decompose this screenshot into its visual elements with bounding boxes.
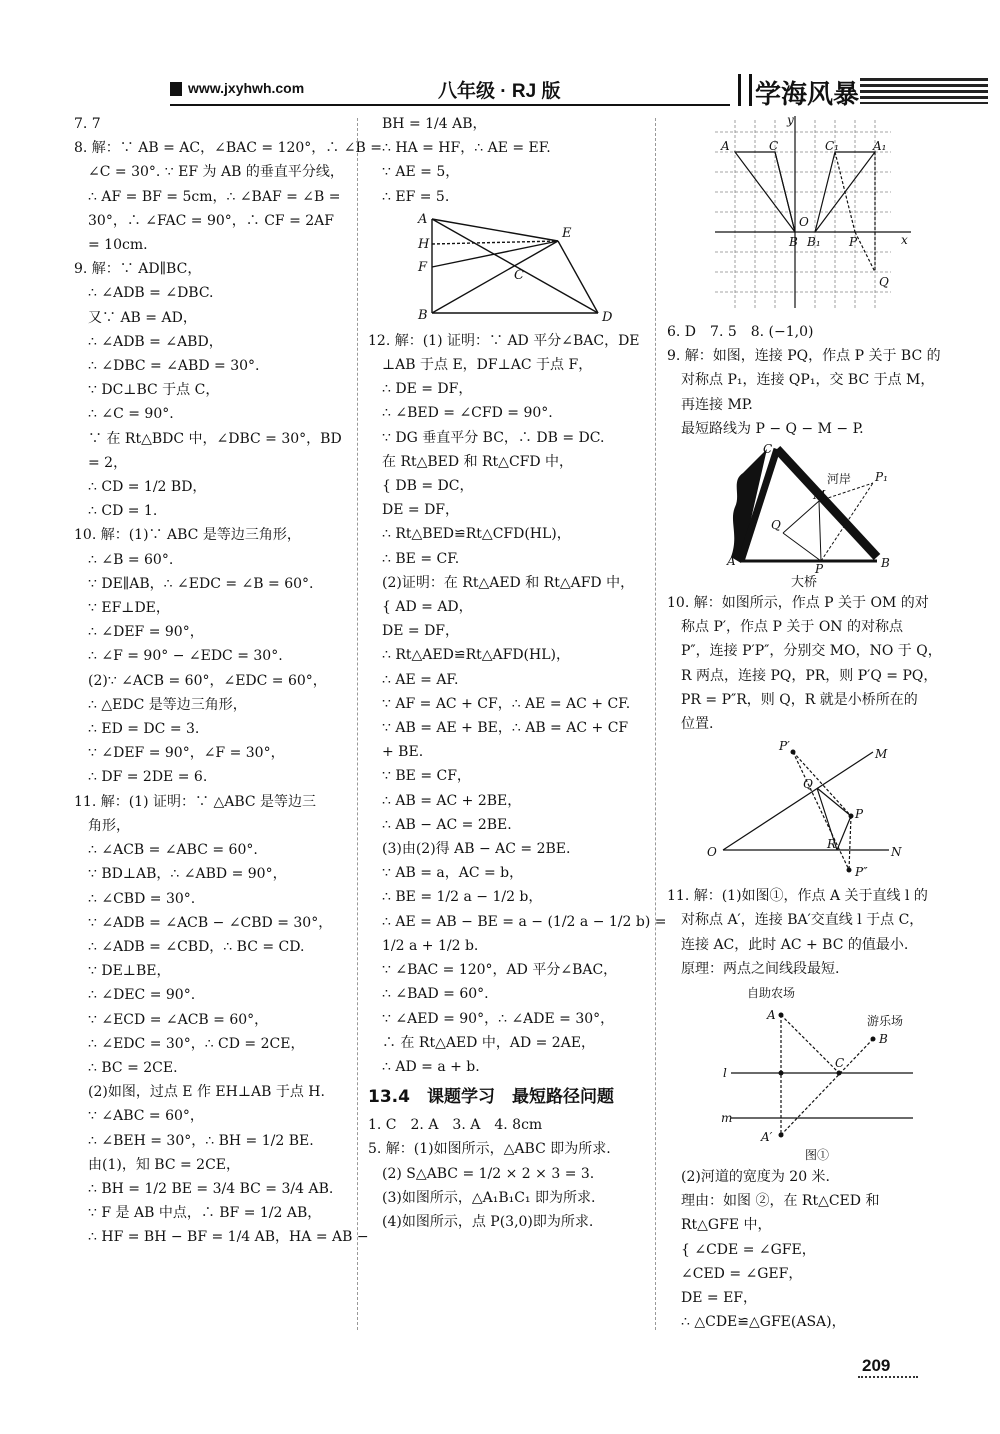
text-line: { ∠CDE = ∠GFE， xyxy=(681,1241,816,1258)
text-line: ∵ DG 垂直平分 BC，∴ DB = DC. xyxy=(382,429,605,446)
text-line: ∴ 在 Rt△AED 中，AD = 2AE， xyxy=(382,1034,596,1051)
coordinate-grid-figure xyxy=(715,112,945,318)
bridge-label: 大桥 xyxy=(791,575,818,591)
text-line: ∵ ∠ABC = 60°， xyxy=(88,1108,204,1125)
text-line: 称点 P′，作点 P 关于 ON 的对称点 xyxy=(681,619,903,636)
text-line: ∴ ∠ADB = ∠ABD， xyxy=(88,333,223,350)
text-line: DE = EF， xyxy=(681,1290,758,1307)
text-line: ∵ AB = AE + BE，∴ AB = AC + CF xyxy=(382,720,629,737)
text-line: ∴ BE = CF. xyxy=(382,550,460,567)
label-b: B xyxy=(418,307,428,323)
label-a: A xyxy=(727,554,736,569)
label-p-double: P″ xyxy=(855,865,868,880)
text-line: PR = P″R，则 Q，R 就是小桥所在的 xyxy=(681,691,918,708)
river-bank-figure xyxy=(727,442,927,577)
text-line: 7. 7 xyxy=(74,116,101,132)
page-number xyxy=(858,1352,930,1382)
text-line: ∴ ∠F = 90° − ∠EDC = 30°. xyxy=(88,648,283,665)
text-line: ∴ CD = 1/2 BD， xyxy=(88,479,207,496)
text-line: 位置. xyxy=(681,716,714,733)
text-line: ∴ ED = DC = 3. xyxy=(88,721,200,738)
label-m: M xyxy=(813,488,826,503)
text-line: ∴ ∠BAD = 60°. xyxy=(382,986,489,1003)
text-line: ∴ CD = 1. xyxy=(88,503,158,520)
text-line: ∵ ∠ECD = ∠ACB = 60°， xyxy=(88,1011,269,1028)
text-line: 5. 解：(1)如图所示，△ABC 即为所求. xyxy=(368,1141,611,1158)
page-header xyxy=(170,74,990,108)
label-b1: B₁ xyxy=(807,235,821,249)
text-line: ∴ △EDC 是等边三角形， xyxy=(88,696,247,713)
label-c: C xyxy=(514,267,524,283)
angle-bridge-figure xyxy=(703,740,923,880)
text-line: ∴ Rt△BED≌Rt△CFD(HL)， xyxy=(382,526,571,543)
text-line: 11. 解：(1) 证明：∵ △ABC 是等边三 xyxy=(74,793,317,810)
text-line: ∴ ∠C = 90°. xyxy=(88,406,174,423)
brand-logo: 学海风暴 xyxy=(755,80,860,110)
header-url: www.jxyhwh.com xyxy=(188,80,305,96)
text-line: BH = 1/4 AB， xyxy=(382,116,487,132)
text-line: (3)如图所示，△A₁B₁C₁ 即为所求. xyxy=(382,1189,596,1206)
text-line: 6. D 7. 5 8. (−1,0) xyxy=(667,324,814,340)
axis-x-label: x xyxy=(901,233,908,247)
text-line: 由(1)，知 BC = 2CE， xyxy=(88,1156,241,1173)
text-line: ∴ AF = BF = 5cm，∴ ∠BAF = ∠B = xyxy=(88,188,341,205)
label-a1: A₁ xyxy=(873,139,887,153)
text-line: DE = DF， xyxy=(382,623,460,640)
text-line: ∴ ∠ADB = ∠DBC. xyxy=(88,285,214,302)
text-line: 连接 AC，此时 AC + BC 的值最小. xyxy=(681,936,909,953)
text-line: ∴ DE = DF， xyxy=(382,381,473,398)
label-m: m xyxy=(721,1111,733,1126)
text-line: 10. 解：如图所示，作点 P 关于 OM 的对 xyxy=(667,595,929,612)
page-number-text: 209 xyxy=(862,1356,891,1375)
text-line: + BE. xyxy=(382,744,424,761)
text-line: ∴ ∠DBC = ∠ABD = 30°. xyxy=(88,358,260,375)
text-line: 11. 解：(1)如图①，作点 A 关于直线 l 的 xyxy=(667,888,928,905)
text-line: ∴ ∠CBD = 30°. xyxy=(88,890,196,907)
text-line: 9. 解：如图，连接 PQ，作点 P 关于 BC 的 xyxy=(667,348,941,365)
column-divider xyxy=(655,118,656,1330)
text-line: ∵ AF = AC + CF，∴ AE = AC + CF. xyxy=(382,695,631,712)
text-line: 原理：两点之间线段最短. xyxy=(681,960,840,977)
section-title: 13.4 课题学习 最短路径问题 xyxy=(368,1087,614,1108)
text-line: ∴ Rt△AED≌Rt△AFD(HL)， xyxy=(382,647,570,664)
farm-park-figure xyxy=(703,985,923,1161)
text-line: R 两点，连接 PQ，PR，则 P′Q = PQ， xyxy=(681,667,938,684)
text-line: ∴ ∠DEC = 90°. xyxy=(88,987,196,1004)
text-line: Rt△GFE 中， xyxy=(681,1217,772,1234)
text-line: ∴ △CDE≌△GFE(ASA)， xyxy=(681,1314,846,1331)
text-line: { DB = DC， xyxy=(382,478,474,495)
column-left xyxy=(74,112,382,1250)
label-river-bank: 河岸 xyxy=(827,472,852,487)
column-divider xyxy=(357,118,358,1330)
text-line: ∴ ∠BED = ∠CFD = 90°. xyxy=(382,405,553,422)
label-c1: C₁ xyxy=(825,139,839,153)
text-line: ∴ ∠ADB = ∠CBD，∴ BC = CD. xyxy=(88,938,305,955)
text-line: ∠CED = ∠GEF， xyxy=(681,1265,803,1282)
text-line: ∴ ∠ACB = ∠ABC = 60°. xyxy=(88,842,258,859)
label-c: C xyxy=(763,442,773,457)
text-line: 12. 解：(1) 证明：∵ AD 平分∠BAC，DE xyxy=(368,332,640,349)
text-line: ∴ HF = BH − BF = 1/4 AB，HA = AB − xyxy=(88,1229,369,1246)
text-line: ∴ ∠DEF = 90°， xyxy=(88,624,204,641)
text-line: 在 Rt△BED 和 Rt△CFD 中， xyxy=(382,453,574,470)
text-line: 1. C 2. A 3. A 4. 8cm xyxy=(368,1117,543,1134)
label-d: D xyxy=(602,309,613,325)
label-n: N xyxy=(891,845,902,860)
text-line: (3)由(2)得 AB − AC = 2BE. xyxy=(382,841,571,858)
farm-label: 自助农场 xyxy=(747,986,796,1001)
figure-caption: 图① xyxy=(805,1148,830,1163)
text-line: = 10cm. xyxy=(88,237,148,254)
text-line: (2)河道的宽度为 20 米. xyxy=(681,1169,830,1186)
label-r: R xyxy=(827,837,837,852)
label-p: P xyxy=(849,235,858,249)
text-line: 对称点 P₁，连接 QP₁，交 BC 于点 M， xyxy=(681,372,935,389)
label-p-prime: P′ xyxy=(779,739,790,754)
header-grade: 八年级 · RJ 版 xyxy=(438,81,561,102)
label-e: E xyxy=(562,225,572,241)
text-line: ∴ EF = 5. xyxy=(382,188,450,205)
text-line: ∴ HA = HF，∴ AE = EF. xyxy=(382,140,551,157)
text-line: ∠C = 30°. ∵ EF 为 AB 的垂直平分线， xyxy=(88,164,344,181)
text-line: 又∵ AB = AD， xyxy=(88,309,197,326)
text-line: ∴ BE = 1/2 a − 1/2 b， xyxy=(382,889,543,906)
text-line: 角形， xyxy=(88,817,130,834)
text-line: ∵ BE = CF， xyxy=(382,768,471,785)
text-line: ∴ AE = AB − BE = a − (1/2 a − 1/2 b) = xyxy=(382,913,667,930)
text-line: (2)如图，过点 E 作 EH⊥AB 于点 H. xyxy=(88,1084,325,1101)
label-q: Q xyxy=(803,777,813,792)
text-line: ∴ ∠BEH = 30°，∴ BH = 1/2 BE. xyxy=(88,1132,314,1149)
text-line: (2)∵ ∠ACB = 60°，∠EDC = 60°， xyxy=(88,672,327,689)
text-line: ∵ AB = a，AC = b， xyxy=(382,865,524,882)
text-line: ∴ ∠B = 60°. xyxy=(88,551,174,568)
header-square xyxy=(170,82,182,96)
text-line: ∴ AB − AC = 2BE. xyxy=(382,816,512,833)
text-line: 9. 解：∵ AD∥BC， xyxy=(74,261,202,278)
label-p1: P₁ xyxy=(875,470,888,485)
text-line: ∵ ∠AED = 90°，∴ ∠ADE = 30°， xyxy=(382,1010,615,1027)
text-line: ∴ AB = AC + 2BE， xyxy=(382,792,522,809)
text-line: ∵ ∠ADB = ∠ACB − ∠CBD = 30°， xyxy=(88,914,333,931)
text-line: ∴ BH = 1/2 BE = 3/4 BC = 3/4 AB. xyxy=(88,1180,334,1197)
text-line: 30°，∴ ∠FAC = 90°，∴ CF = 2AF xyxy=(88,212,334,229)
label-c: C xyxy=(769,139,779,153)
text-line: ⊥AB 于点 E，DF⊥AC 于点 F， xyxy=(382,357,593,374)
text-line: ∴ ∠EDC = 30°，∴ CD = 2CE， xyxy=(88,1035,305,1052)
text-line: 对称点 A′，连接 BA′交直线 l 于点 C， xyxy=(681,912,924,929)
column-middle xyxy=(368,112,667,1234)
label-q: Q xyxy=(879,275,889,289)
label-b: B xyxy=(881,556,890,571)
text-line: ∵ DE∥AB，∴ ∠EDC = ∠B = 60°. xyxy=(88,575,314,592)
page-number-wave xyxy=(858,1376,918,1382)
label-a: A xyxy=(418,211,428,227)
park-label: 游乐场 xyxy=(867,1014,904,1029)
label-h: H xyxy=(418,236,430,252)
label-b: B xyxy=(879,1032,888,1047)
label-o: O xyxy=(799,215,809,229)
header-bars xyxy=(738,74,752,106)
label-m: M xyxy=(875,747,888,762)
text-line: ∴ AE = AF. xyxy=(382,671,459,688)
text-line: 8. 解：∵ AB = AC，∠BAC = 120°，∴ ∠B = xyxy=(74,140,382,157)
text-line: 1/2 a + 1/2 b. xyxy=(382,937,479,954)
text-line: ∵ EF⊥DE， xyxy=(88,600,170,617)
text-line: ∵ F 是 AB 中点，∴ BF = 1/2 AB， xyxy=(88,1205,322,1222)
label-b: B xyxy=(789,235,798,249)
text-line: 最短路线为 P − Q − M − P. xyxy=(681,420,864,437)
header-rule xyxy=(170,104,730,106)
label-f: F xyxy=(418,259,428,275)
text-line: 理由：如图 ②，在 Rt△CED 和 xyxy=(681,1193,880,1210)
text-line: DE = DF， xyxy=(382,502,460,519)
text-line: ∵ BD⊥AB，∴ ∠ABD = 90°， xyxy=(88,866,287,883)
text-line: (2) S△ABC = 1/2 × 2 × 3 = 3. xyxy=(382,1165,595,1182)
header-stripes xyxy=(860,78,988,104)
text-line: ∴ DF = 2DE = 6. xyxy=(88,769,208,786)
text-line: ∵ AE = 5， xyxy=(382,164,460,181)
text-line: ∴ BC = 2CE. xyxy=(88,1059,178,1076)
label-p: P xyxy=(815,562,824,577)
text-line: { AD = AD， xyxy=(382,599,473,616)
label-a-prime: A′ xyxy=(761,1130,773,1145)
text-line: ∴ AD = a + b. xyxy=(382,1058,480,1075)
label-l: l xyxy=(723,1066,727,1081)
column-right xyxy=(667,112,943,1334)
text-line: = 2， xyxy=(88,454,128,471)
text-line: ∵ ∠DEF = 90°，∠F = 30°， xyxy=(88,745,285,762)
text-line: 10. 解：(1)∵ ABC 是等边三角形， xyxy=(74,527,301,544)
label-p: P xyxy=(855,807,864,822)
text-line: ∵ ∠BAC = 120°，AD 平分∠BAC， xyxy=(382,962,618,979)
text-line: ∵ 在 Rt△BDC 中，∠DBC = 30°，BD xyxy=(88,430,342,447)
axis-y-label: y xyxy=(787,113,794,127)
label-c: C xyxy=(835,1056,845,1071)
text-line: P″，连接 P′P″，分别交 MO，NO 于 Q， xyxy=(681,643,942,660)
text-line: 再连接 MP. xyxy=(681,396,753,413)
label-q: Q xyxy=(771,518,781,533)
label-a: A xyxy=(767,1008,776,1023)
text-line: (2)证明：在 Rt△AED 和 Rt△AFD 中， xyxy=(382,574,635,591)
label-o: O xyxy=(707,845,717,860)
text-line: ∵ DC⊥BC 于点 C， xyxy=(88,382,220,399)
text-line: (4)如图所示，点 P(3,0)即为所求. xyxy=(382,1213,594,1230)
text-line: ∵ DE⊥BE， xyxy=(88,963,171,980)
quadrilateral-figure xyxy=(418,213,618,325)
label-a: A xyxy=(721,139,730,153)
